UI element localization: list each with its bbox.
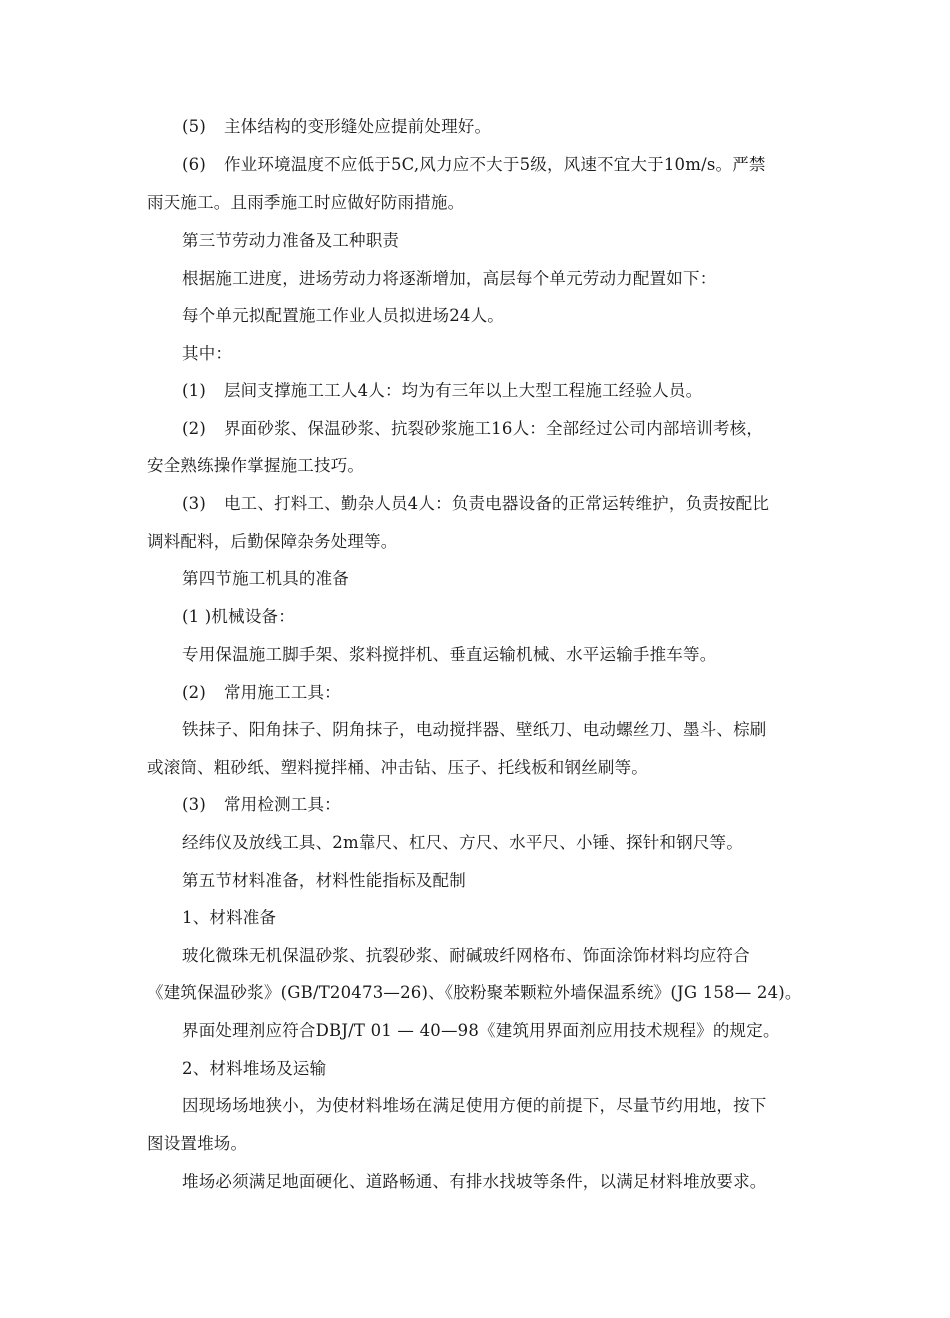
paragraph-item-3 bbox=[182, 795, 341, 815]
paragraph-continuation bbox=[147, 456, 364, 476]
item-number: (6) bbox=[182, 155, 206, 174]
heading-text: 1、材料准备 bbox=[182, 908, 277, 927]
paragraph bbox=[182, 344, 232, 364]
paragraph-item-2 bbox=[182, 683, 341, 703]
paragraph-text: 图设置堆场。 bbox=[147, 1134, 248, 1153]
item-number: (2) bbox=[182, 683, 206, 702]
section-heading bbox=[182, 569, 349, 589]
paragraph-item-5 bbox=[182, 117, 491, 137]
paragraph-text: 堆场必须满足地面硬化、道路畅通、有排水找坡等条件，以满足材料堆放要求。 bbox=[182, 1172, 767, 1191]
paragraph bbox=[182, 946, 750, 966]
paragraph bbox=[182, 833, 743, 853]
subsection-heading bbox=[182, 1059, 326, 1079]
paragraph-continuation bbox=[147, 758, 648, 778]
paragraph-item-2 bbox=[182, 419, 763, 439]
item-number: (3) bbox=[182, 795, 206, 814]
paragraph bbox=[182, 607, 295, 627]
paragraph-text: (1 )机械设备： bbox=[182, 607, 295, 626]
paragraph-text: 常用施工工具： bbox=[223, 683, 341, 702]
paragraph-item-1 bbox=[182, 381, 702, 401]
item-number: (2) bbox=[182, 419, 206, 438]
heading-text: 第三节劳动力准备及工种职责 bbox=[182, 231, 400, 250]
paragraph-continuation bbox=[147, 983, 802, 1003]
paragraph bbox=[182, 1172, 767, 1192]
paragraph-text: 玻化微珠无机保温砂浆、抗裂砂浆、耐碱玻纤网格布、饰面涂饰材料均应符合 bbox=[182, 946, 750, 965]
paragraph bbox=[182, 1096, 767, 1116]
item-number: (1) bbox=[182, 381, 206, 400]
paragraph bbox=[182, 720, 767, 740]
paragraph-text: 根据施工进度，进场劳动力将逐渐增加，高层每个单元劳动力配置如下： bbox=[182, 269, 717, 288]
section-heading bbox=[182, 231, 399, 251]
heading-text: 2、材料堆场及运输 bbox=[182, 1059, 327, 1078]
paragraph-text: 铁抹子、阳角抹子、阴角抹子，电动搅拌器、壁纸刀、电动螺丝刀、墨斗、棕刷 bbox=[182, 720, 767, 739]
paragraph bbox=[182, 645, 716, 665]
paragraph bbox=[182, 1021, 780, 1041]
paragraph-text: 常用检测工具： bbox=[223, 795, 341, 814]
paragraph-text: 专用保温施工脚手架、浆料搅拌机、垂直运输机械、水平运输手推车等。 bbox=[182, 645, 717, 664]
paragraph bbox=[182, 306, 504, 326]
paragraph-text: 《建筑保温砂浆》(GB/T20473—26)、《胶粉聚苯颗粒外墙保温系统》(JG 158— 24)。 bbox=[147, 983, 802, 1002]
subsection-heading bbox=[182, 908, 276, 928]
paragraph-continuation bbox=[147, 532, 398, 552]
item-number: (3) bbox=[182, 494, 206, 513]
heading-text: 第四节施工机具的准备 bbox=[182, 569, 349, 588]
paragraph-text: 因现场场地狭小，为使材料堆场在满足使用方便的前提下，尽量节约用地，按下 bbox=[182, 1096, 767, 1115]
item-number: (5) bbox=[182, 117, 206, 136]
paragraph-continuation bbox=[147, 1134, 247, 1154]
paragraph-text: 主体结构的变形缝处应提前处理好。 bbox=[223, 117, 492, 136]
section-heading bbox=[182, 871, 466, 891]
paragraph-text: 调料配料，后勤保障杂务处理等。 bbox=[147, 532, 398, 551]
paragraph bbox=[182, 269, 716, 289]
paragraph-text: 层间支撑施工工人4人：均为有三年以上大型工程施工经验人员。 bbox=[223, 381, 703, 400]
paragraph-text: 界面砂浆、保温砂浆、抗裂砂浆施工16人：全部经过公司内部培训考核， bbox=[223, 419, 764, 438]
paragraph-text: 界面处理剂应符合DBJ/T 01 — 40—98《建筑用界面剂应用技术规程》的规定。 bbox=[182, 1021, 780, 1040]
paragraph-text: 电工、打料工、勤杂人员4人：负责电器设备的正常运转维护，负责按配比 bbox=[223, 494, 770, 513]
paragraph-text: 每个单元拟配置施工作业人员拟进场24人。 bbox=[182, 306, 504, 325]
paragraph-item-3 bbox=[182, 494, 769, 514]
paragraph-text: 安全熟练操作掌握施工技巧。 bbox=[147, 456, 365, 475]
paragraph-text: 作业环境温度不应低于5C,风力应不大于5级，风速不宜大于10m/s。严禁 bbox=[223, 155, 766, 174]
paragraph-continuation bbox=[147, 193, 464, 213]
heading-text: 第五节材料准备，材料性能指标及配制 bbox=[182, 871, 466, 890]
paragraph-text: 雨天施工。且雨季施工时应做好防雨措施。 bbox=[147, 193, 465, 212]
paragraph-item-6 bbox=[182, 155, 766, 175]
paragraph-text: 经纬仪及放线工具、2m靠尺、杠尺、方尺、水平尺、小锤、探针和钢尺等。 bbox=[182, 833, 743, 852]
paragraph-text: 或滚筒、粗砂纸、塑料搅拌桶、冲击钻、压子、托线板和钢丝刷等。 bbox=[147, 758, 648, 777]
paragraph-text: 其中： bbox=[182, 344, 233, 363]
